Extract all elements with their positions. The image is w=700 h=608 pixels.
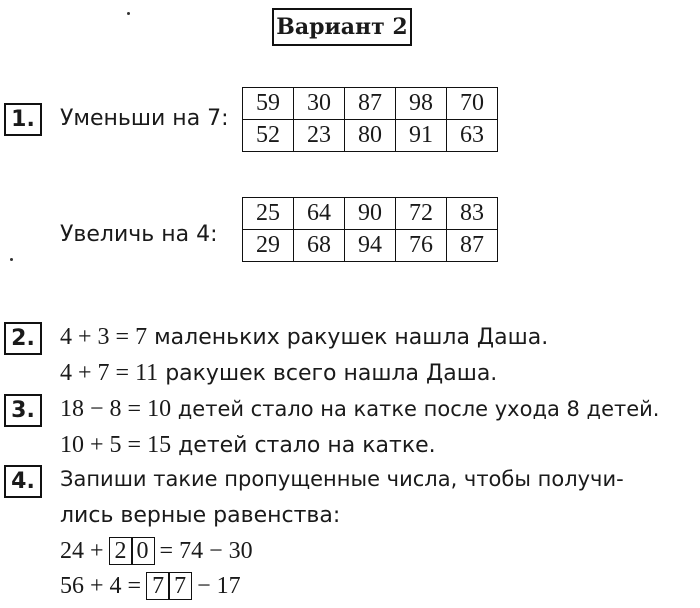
task-1-number: 1.: [4, 103, 42, 136]
scan-speck: [10, 258, 13, 261]
table-cell: 87: [447, 230, 498, 262]
increase-table-row-bottom: [243, 230, 498, 262]
answer-digit-box: 0: [131, 537, 155, 565]
equation-left: 56 + 4 =: [60, 573, 142, 599]
task-3-line-1: [60, 396, 659, 423]
decrease-table-row-bottom: [243, 120, 498, 152]
table-cell: 76: [396, 230, 447, 262]
table-cell: 68: [294, 230, 345, 262]
decrease-table: [242, 87, 498, 152]
table-cell: 29: [243, 230, 294, 262]
increase-table: [242, 197, 498, 262]
task-4-text-2: лись верные равенства:: [60, 503, 341, 528]
table-cell: 63: [447, 120, 498, 152]
equation: 18 − 8 = 10: [60, 396, 172, 422]
answer-digit-box: 7: [168, 572, 192, 600]
table-cell: 98: [396, 88, 447, 120]
equation-left: 24 +: [60, 538, 104, 564]
task-3-line-2: [60, 432, 436, 459]
table-cell: 94: [345, 230, 396, 262]
table-cell: 52: [243, 120, 294, 152]
task-2-line-2: [60, 360, 497, 387]
answer-text: маленьких ракушек нашла Даша.: [154, 325, 549, 350]
table-cell: 91: [396, 120, 447, 152]
page-title: Вариант 2: [272, 8, 412, 46]
task-4-number: 4.: [4, 465, 42, 498]
task-4-text-1: Запиши такие пропущенные числа, чтобы получи-: [60, 467, 624, 491]
table-cell: 80: [345, 120, 396, 152]
equation: 10 + 5 = 15: [60, 432, 172, 458]
answer-digit-box: 7: [146, 572, 170, 600]
table-cell: 30: [294, 88, 345, 120]
equation: 4 + 3 = 7: [60, 324, 148, 350]
table-cell: 72: [396, 198, 447, 230]
table-cell: 59: [243, 88, 294, 120]
task-1-decrease-label: Уменьши на 7:: [60, 106, 229, 131]
task-1-increase-label: Увеличь на 4:: [60, 222, 218, 247]
answer-text: ракушек всего нашла Даша.: [165, 361, 498, 386]
table-cell: 70: [447, 88, 498, 120]
task-4-equation-2: [60, 572, 241, 600]
table-cell: 25: [243, 198, 294, 230]
table-cell: 23: [294, 120, 345, 152]
task-4-equation-1: [60, 537, 253, 565]
answer-digit-box: 2: [109, 537, 133, 565]
task-3-number: 3.: [4, 394, 42, 427]
table-cell: 87: [345, 88, 396, 120]
table-cell: 83: [447, 198, 498, 230]
scan-speck: [127, 12, 130, 15]
decrease-table-row-top: [243, 88, 498, 120]
equation-right: − 17: [197, 573, 241, 599]
task-2-number: 2.: [4, 322, 42, 355]
increase-table-row-top: [243, 198, 498, 230]
answer-text: детей стало на катке.: [178, 433, 436, 458]
equation: 4 + 7 = 11: [60, 360, 159, 386]
task-2-line-1: [60, 324, 548, 351]
equation-right: = 74 − 30: [159, 538, 253, 564]
answer-text: детей стало на катке после ухода 8 детей.: [177, 397, 660, 421]
table-cell: 64: [294, 198, 345, 230]
table-cell: 90: [345, 198, 396, 230]
